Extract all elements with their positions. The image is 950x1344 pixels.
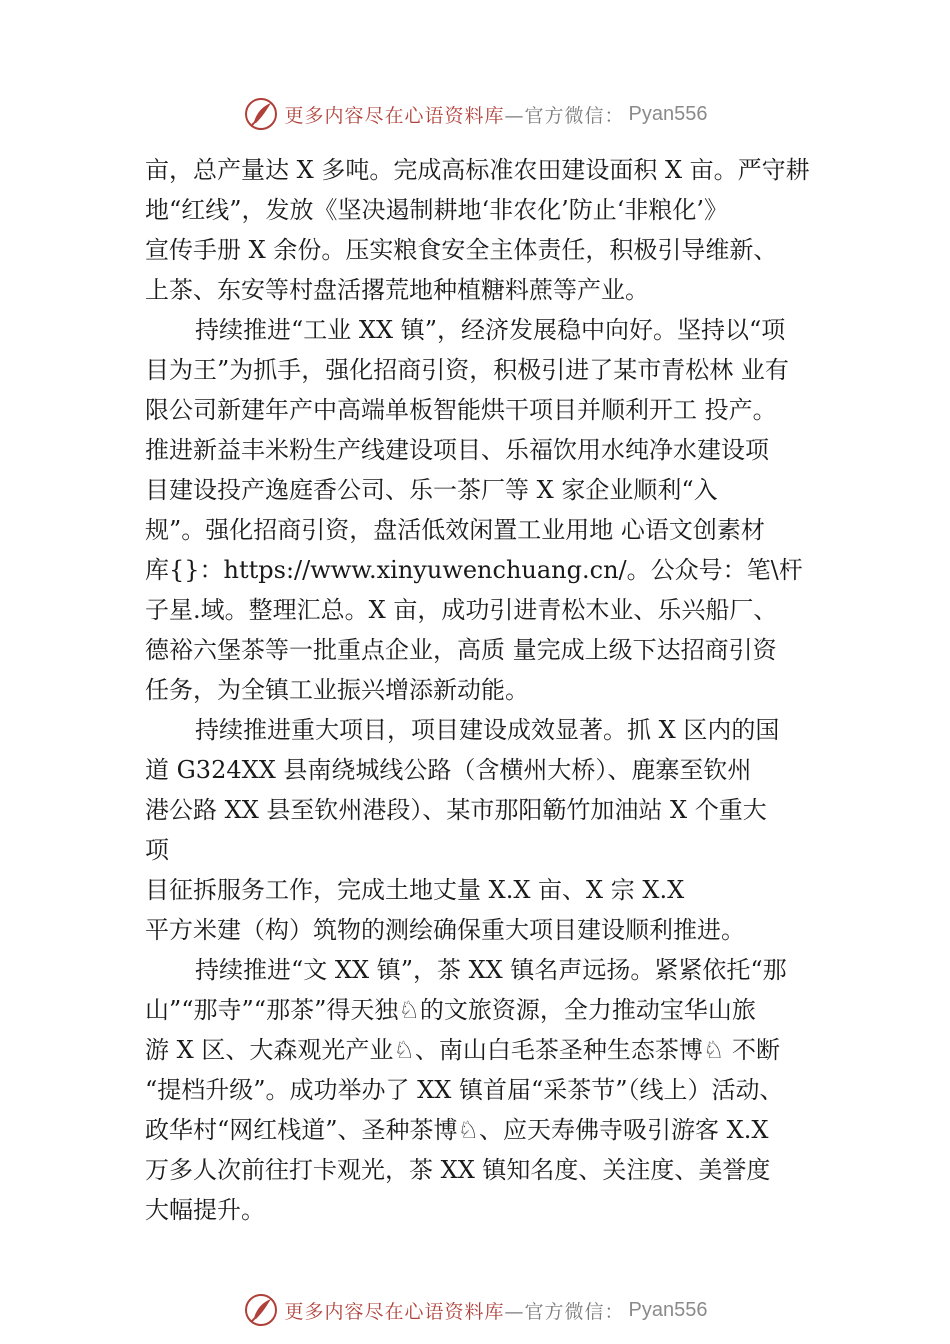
text-line: 平方米建（构）筑物的测绘确保重大项目建设顺利推进。 xyxy=(145,916,745,944)
text-line: 亩，总产量达 X 多吨。完成高标准农田建设面积 X 亩。严守耕 xyxy=(145,156,810,184)
text-line: 项 xyxy=(145,836,169,864)
brand-logo-icon xyxy=(243,96,279,132)
text-line: 任务，为全镇工业振兴增添新动能。 xyxy=(145,676,529,704)
header-official-text: —官方微信： xyxy=(504,104,625,127)
text-line: 宣传手册 X 余份。压实粮食安全主体责任，积极引导维新、 xyxy=(145,236,778,264)
paragraph-start: 持续推进“工业 XX 镇”，经济发展稳中向好。坚持以“项 xyxy=(195,316,786,344)
brand-logo-icon xyxy=(243,1292,279,1328)
text-line: 地“红线”，发放《坚决遏制耕地‘非农化’防止‘非粮化’》 xyxy=(145,196,729,224)
footer-official-text: —官方微信： xyxy=(504,1300,625,1323)
text-line: 推进新益丰米粉生产线建设项目、乐福饮用水纯净水建设项 xyxy=(145,436,769,464)
header-brand-text: 更多内容尽在心语资料库 xyxy=(284,104,505,127)
text-line: 山”“那寺”“那茶”得天独♘的文旅资源，全力推动宝华山旅 xyxy=(145,996,756,1024)
text-line: 德裕六堡茶等一批重点企业，高质 量完成上级下达招商引资 xyxy=(145,636,777,664)
text-line: 目建设投产逸庭香公司、乐一茶厂等 X 家企业顺利“入 xyxy=(145,476,718,504)
text-line: 道 G324XX 县南绕城线公路（含横州大桥）、鹿寨至钦州 xyxy=(145,756,752,784)
text-line: 库{}：https://www.xinyuwenchuang.cn/。公众号：笔\杆 xyxy=(145,556,803,584)
text-line: 目为王”为抓手，强化招商引资，积极引进了某市青松林 业有 xyxy=(145,356,789,384)
text-line: “提档升级”。成功举办了 XX 镇首届“采茶节”（线上）活动、 xyxy=(145,1076,784,1104)
text-line: 限公司新建年产中高端单板智能烘干项目并顺利开工 投产。 xyxy=(145,396,777,424)
text-line: 政华村“网红栈道”、圣种茶博♘、应天寿佛寺吸引游客 X.X xyxy=(145,1116,769,1144)
text-line: 游 X 区、大森观光产业♘、南山白毛茶圣种生态茶博♘ 不断 xyxy=(145,1036,781,1064)
text-line: 大幅提升。 xyxy=(145,1196,265,1224)
header-watermark xyxy=(0,94,950,134)
text-line: 港公路 XX 县至钦州港段）、某市那阳簕竹加油站 X 个重大 xyxy=(145,796,767,824)
paragraph-start: 持续推进重大项目，项目建设成效显著。抓 X 区内的国 xyxy=(195,716,780,744)
footer-wechat-id: Pyan556 xyxy=(628,1298,708,1321)
footer-watermark xyxy=(0,1290,950,1330)
header-wechat-id: Pyan556 xyxy=(628,102,708,125)
footer-brand-text: 更多内容尽在心语资料库 xyxy=(284,1300,505,1323)
paragraph-start: 持续推进“文 XX 镇”，茶 XX 镇名声远扬。紧紧依托“那 xyxy=(195,956,787,984)
text-line: 规”。强化招商引资，盘活低效闲置工业用地 心语文创素材 xyxy=(145,516,765,544)
text-line: 目征拆服务工作，完成土地丈量 X.X 亩、X 宗 X.X xyxy=(145,876,685,904)
text-line: 子星.域。整理汇总。X 亩，成功引进青松木业、乐兴船厂、 xyxy=(145,596,778,624)
text-line: 上茶、东安等村盘活撂荒地种植糖料蔗等产业。 xyxy=(145,276,649,304)
text-line: 万多人次前往打卡观光，茶 XX 镇知名度、关注度、美誉度 xyxy=(145,1156,771,1184)
document-body xyxy=(145,150,830,1230)
